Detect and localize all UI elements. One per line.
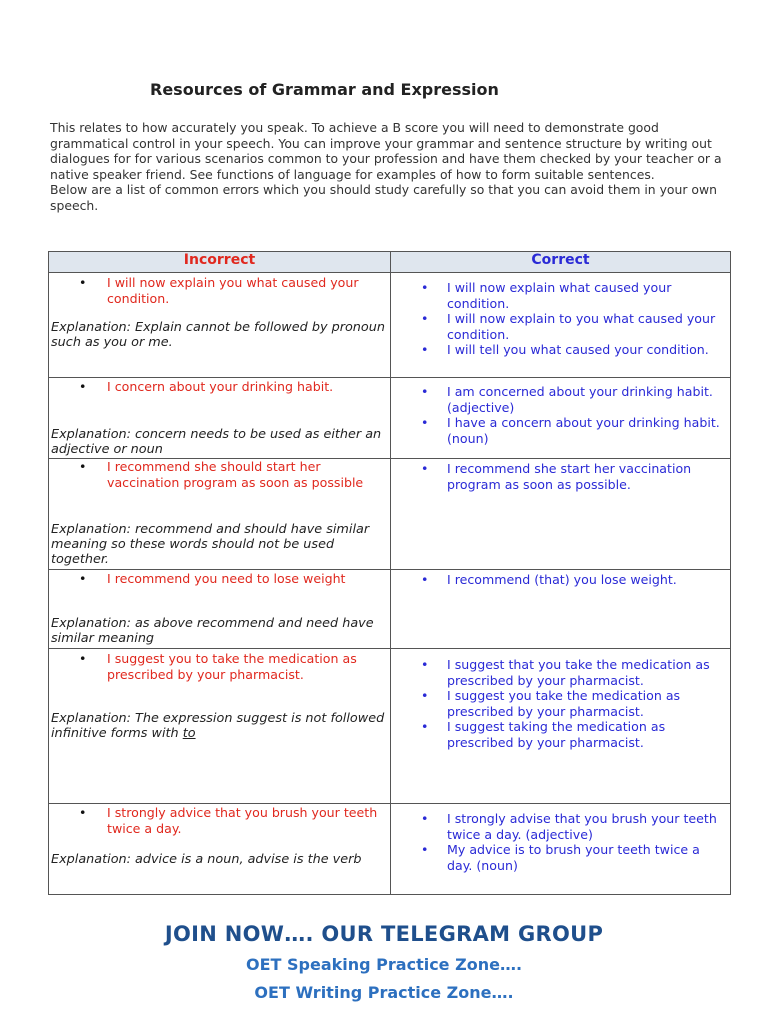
table-row [49,459,731,570]
header-incorrect: Incorrect [49,252,391,273]
grammar-errors-table [48,251,731,895]
table-row [49,273,731,378]
explanation-text: Explanation: recommend and should have similar meaning so these words should not be used together. [51,522,370,567]
intro-paragraph-1: This relates to how accurately you speak. To achieve a B score you will need to demonstrate good grammatical control in your speech. You can improve your grammar and sentence structure by writing out dialogues for for various scenarios common to your profession and have them checked by your teacher or a native speaker friend. See functions of language for examples of how to form suitable sentences. [50,120,722,182]
correct-item: • I will tell you what caused your condition. [391,342,730,358]
incorrect-cell [49,273,391,378]
incorrect-cell [49,378,391,459]
intro-text [50,120,740,213]
explanation-text: Explanation: concern needs to be used as either an adjective or noun [51,427,382,457]
table-header-row [49,252,731,273]
telegram-join-banner: JOIN NOW…. OUR TELEGRAM GROUP [164,922,604,946]
incorrect-cell [49,570,391,649]
explanation-underlined: to [182,726,196,741]
intro-paragraph-2: Below are a list of common errors which you should study carefully so that you can avoid them in your own speech. [50,182,717,213]
incorrect-cell [49,804,391,895]
correct-item: • I will now explain what caused your condition. [391,280,730,311]
explanation-text: Explanation: advice is a noun, advise is the verb [51,852,362,867]
correct-cell [391,570,731,649]
correct-item: • I suggest taking the medication as prescribed by your pharmacist. [391,719,730,750]
incorrect-cell [49,459,391,570]
correct-item: • My advice is to brush your teeth twice a day. (noun) [391,842,730,873]
correct-cell [391,273,731,378]
correct-item: • I suggest you take the medication as prescribed by your pharmacist. [391,688,730,719]
correct-cell [391,378,731,459]
incorrect-item: • I recommend you need to lose weight [49,571,390,587]
correct-cell [391,804,731,895]
incorrect-item: • I strongly advice that you brush your teeth twice a day. [49,805,390,836]
correct-item: • I suggest that you take the medication as prescribed by your pharmacist. [391,657,730,688]
header-correct: Correct [391,252,731,273]
correct-item: • I recommend (that) you lose weight. [391,572,730,588]
correct-cell [391,459,731,570]
table-row [49,378,731,459]
incorrect-item: • I concern about your drinking habit. [49,379,390,395]
correct-item: • I strongly advise that you brush your teeth twice a day. (adjective) [391,811,730,842]
incorrect-cell [49,649,391,804]
explanation-text: Explanation: Explain cannot be followed by pronoun such as you or me. [51,320,385,350]
correct-cell [391,649,731,804]
correct-item: • I will now explain to you what caused your condition. [391,311,730,342]
table-row [49,649,731,804]
correct-item: • I recommend she start her vaccination program as soon as possible. [391,461,730,492]
table-row [49,570,731,649]
speaking-zone-label: OET Speaking Practice Zone…. [245,955,523,974]
incorrect-item: • I recommend she should start her vaccination program as soon as possible [49,459,390,490]
incorrect-item: • I suggest you to take the medication as prescribed by your pharmacist. [49,651,390,682]
table-row [49,804,731,895]
writing-zone-label: OET Writing Practice Zone…. [254,983,514,1002]
explanation-text: Explanation: as above recommend and need have similar meaning [51,616,374,646]
page-title: Resources of Grammar and Expression [150,80,499,99]
correct-item: • I am concerned about your drinking habit. (adjective) [391,384,730,415]
correct-item: • I have a concern about your drinking habit. (noun) [391,415,730,446]
explanation-text [51,711,386,741]
incorrect-item: • I will now explain you what caused your condition. [49,275,390,306]
explanation-prefix: Explanation: The expression suggest is not followed infinitive forms with [51,711,385,741]
